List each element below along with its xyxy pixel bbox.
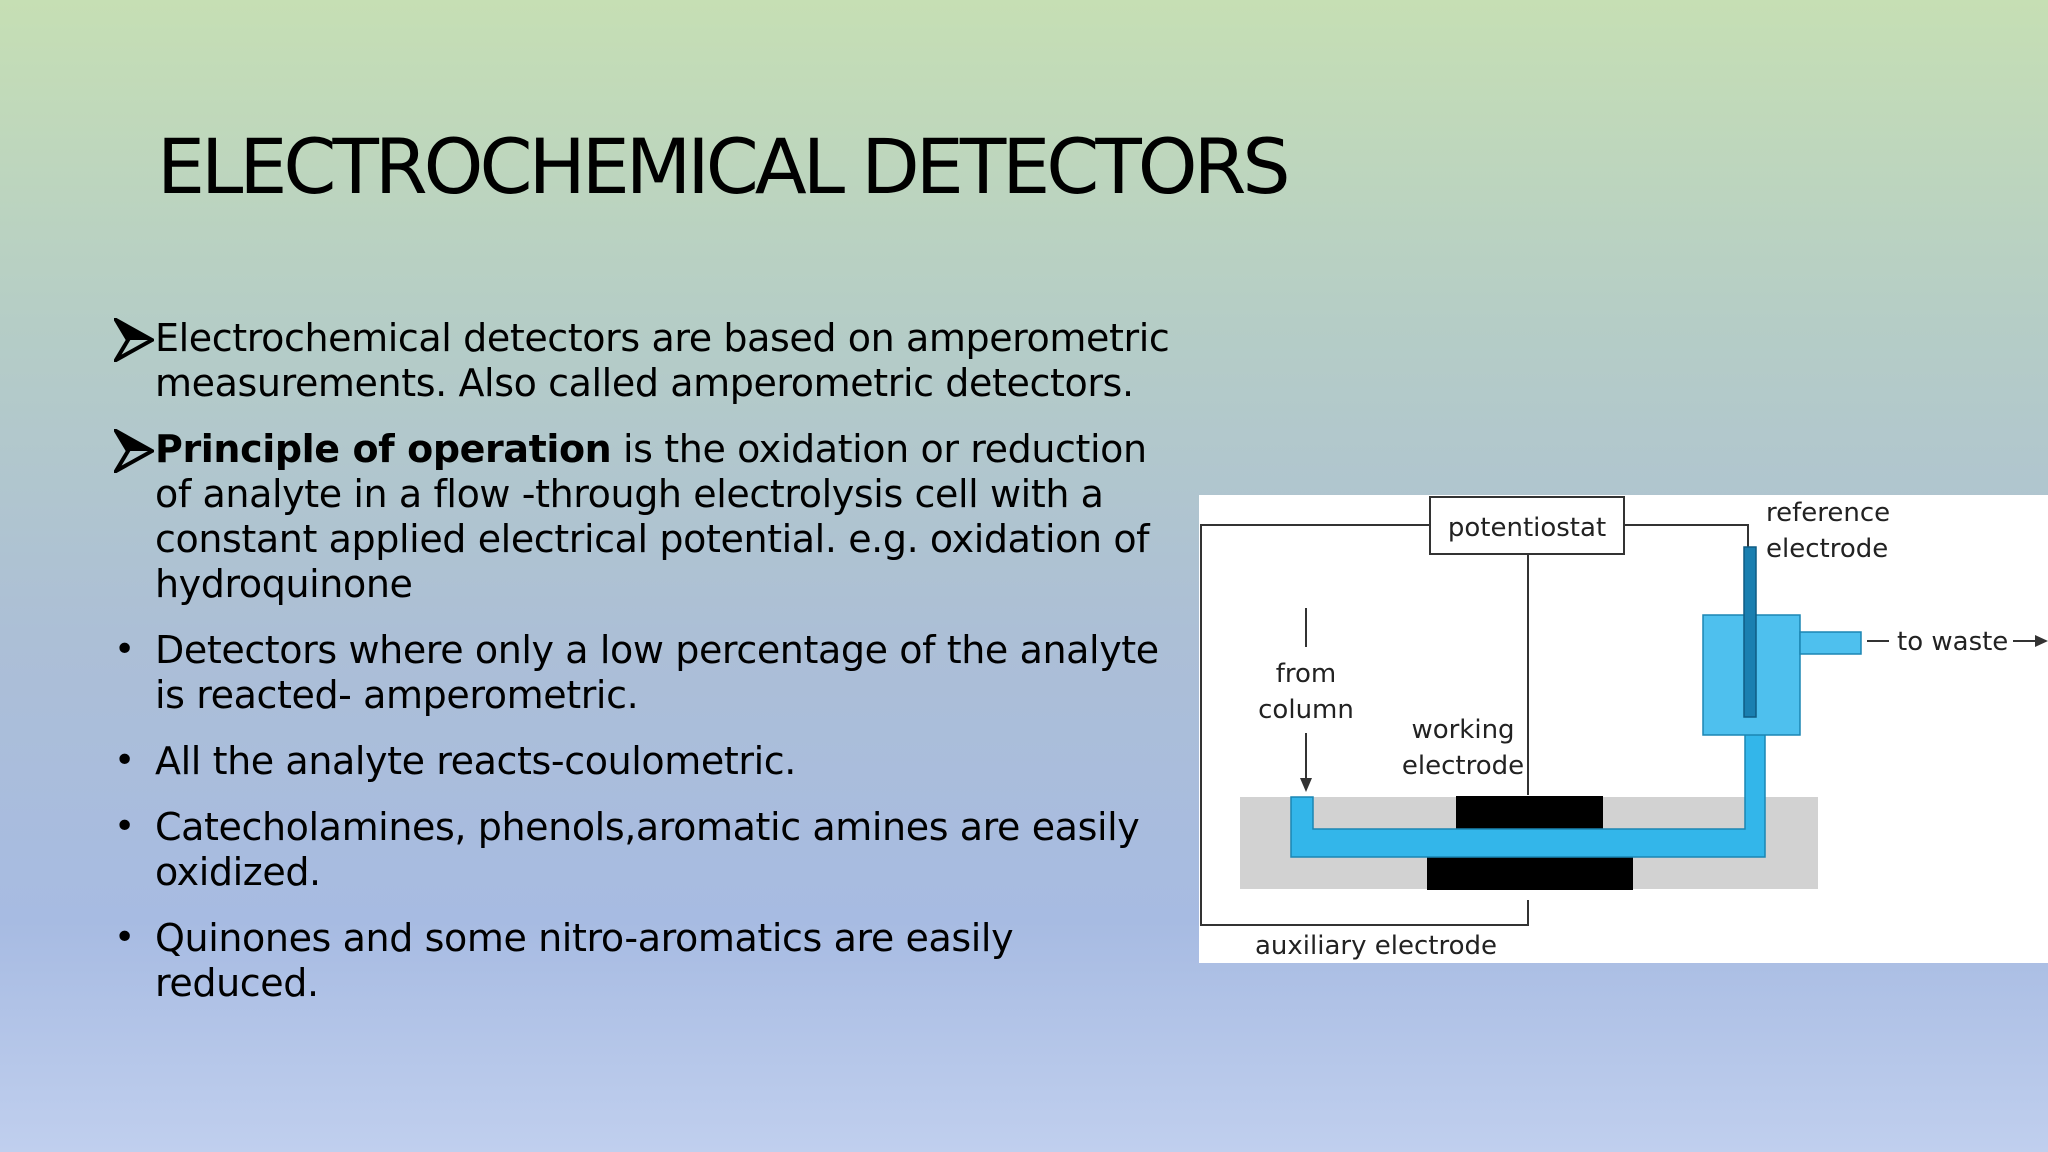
- from-column-arrow-icon: [1300, 733, 1312, 792]
- from-column-label-line2: column: [1258, 695, 1354, 725]
- arrow-bullet-icon: [114, 427, 154, 473]
- dot-bullet-icon: •: [114, 629, 135, 670]
- bullet-text: Quinones and some nitro-aromatics are easily reduced.: [155, 916, 1014, 1005]
- bullet-item: [114, 916, 1184, 1006]
- auxiliary-electrode-block: [1427, 857, 1633, 890]
- working-electrode-label-line2: electrode: [1401, 751, 1525, 781]
- bullet-text: Detectors where only a low percentage of the analyte is reacted- amperometric.: [155, 628, 1159, 717]
- dot-bullet-icon: •: [114, 917, 135, 958]
- waste-outlet: [1800, 632, 1861, 654]
- bullet-list: [114, 316, 1184, 1027]
- from-column-label-line1: from: [1275, 659, 1337, 689]
- reference-electrode-label-line1: reference: [1766, 498, 1891, 528]
- working-electrode-block: [1456, 796, 1603, 831]
- working-electrode-label-line1: working: [1411, 715, 1515, 745]
- bullet-text: is the oxidation or reduction of analyte in a flow -through electrolysis cell with a constant applied electrical potential. e.g. oxidation of hydroquinone: [155, 427, 1150, 606]
- reference-electrode-label-line2: electrode: [1766, 534, 1889, 564]
- reference-electrode-rod: [1744, 547, 1756, 717]
- dot-bullet-icon: •: [114, 806, 135, 847]
- bullet-item: [114, 427, 1184, 607]
- potentiostat-label: potentiostat: [1447, 513, 1607, 543]
- bullet-item: [114, 805, 1184, 895]
- electrochemical-cell-diagram: [1199, 495, 2048, 963]
- dot-bullet-icon: •: [114, 740, 135, 781]
- bullet-text: All the analyte reacts-coulometric.: [155, 739, 796, 783]
- waste-arrow-icon: [2013, 635, 2048, 647]
- bullet-text: Catecholamines, phenols,aromatic amines are easily oxidized.: [155, 805, 1140, 894]
- bullet-item: [114, 739, 1184, 784]
- bullet-text: Electrochemical detectors are based on amperometric measurements. Also called amperometric detectors.: [155, 316, 1170, 405]
- to-waste-label: to waste: [1897, 627, 2009, 657]
- bullet-item: [114, 316, 1184, 406]
- bullet-item: [114, 628, 1184, 718]
- arrow-bullet-icon: [114, 316, 154, 362]
- auxiliary-electrode-label: auxiliary electrode: [1255, 931, 1497, 961]
- bullet-bold-text: Principle of operation: [155, 427, 612, 471]
- slide-title: ELECTROCHEMICAL DETECTORS: [157, 122, 1287, 211]
